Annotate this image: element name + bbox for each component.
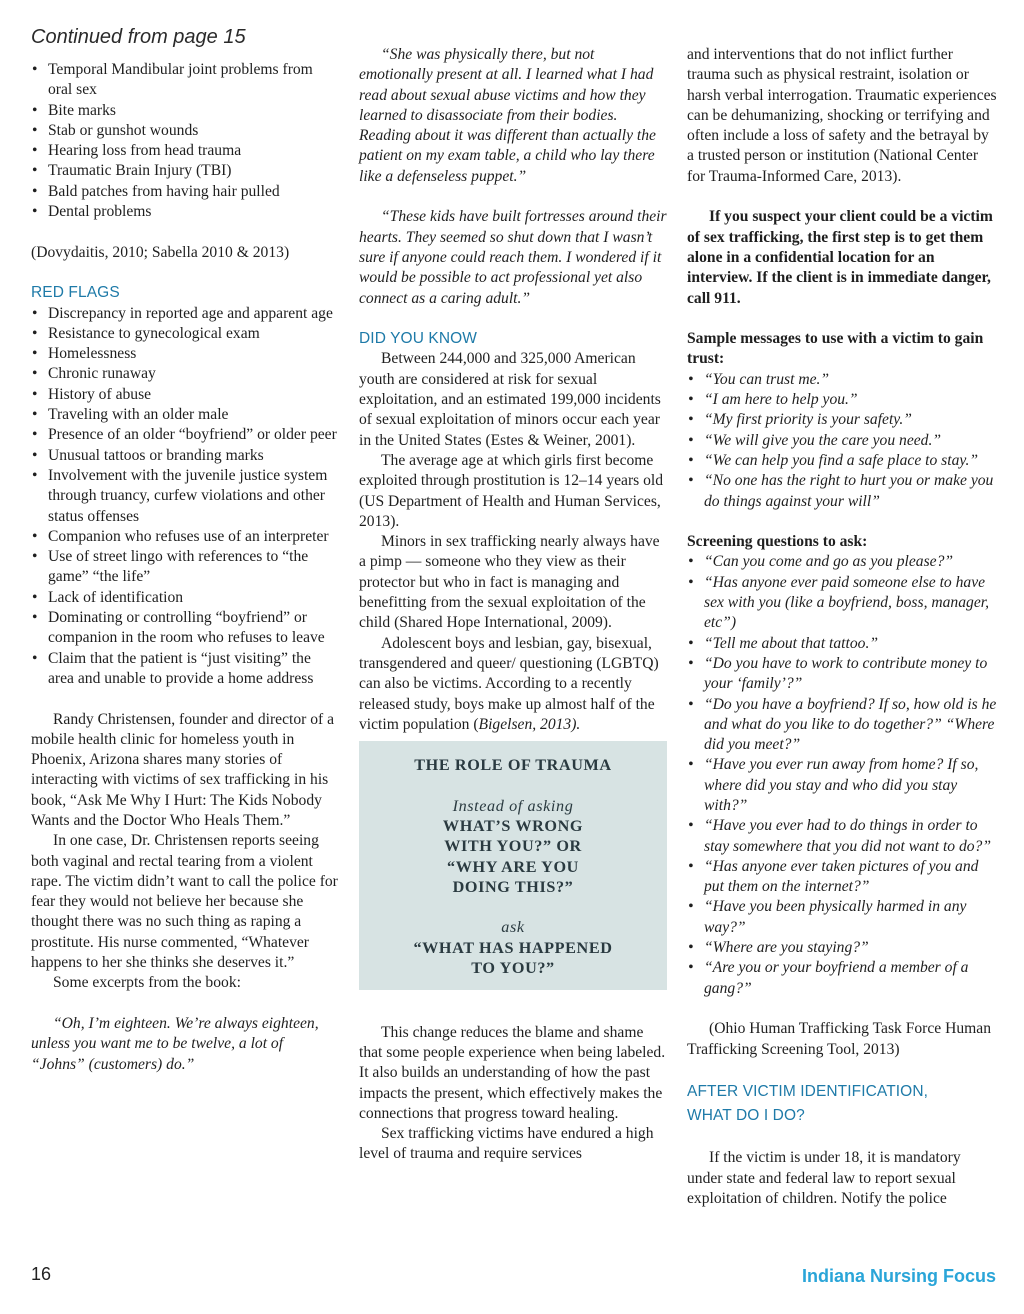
callout-question: DOING THIS?” [452, 877, 574, 896]
callout-title: THE ROLE OF TRAUMA [414, 756, 612, 775]
list-item: • “Can you come and go as you please?” [687, 552, 997, 572]
list-item: • Chronic runaway [31, 364, 339, 384]
continued-note: Continued from page 15 [31, 26, 246, 48]
screening-heading: Screening questions to ask: [687, 533, 868, 551]
callout-question: TO YOU?” [471, 959, 555, 978]
list-item: • Bite marks [31, 101, 339, 121]
list-item: • “Tell me about that tattoo.” [687, 634, 997, 654]
list-item: • “Do you have to work to contribute money to your ‘family’?” [687, 654, 997, 695]
list-item: • “Do you have a boyfriend? If so, how old is he and what do you like to do together?” “Where did you meet?” [687, 695, 997, 756]
paragraph-text: Adolescent boys and lesbian, gay, bisexual, transgendered and queer/ questioning (LGBTQ) can also be victims. According to a recently released study, boys make up almost half of the victim population ( [359, 634, 659, 733]
list-item: • “I am here to help you.” [687, 390, 997, 410]
paragraph: If the victim is under 18, it is mandatory under state and federal law to report sexual exploitation of children. Notify the police [687, 1149, 961, 1208]
list-item: • “No one has the right to hurt you or make you do things against your will” [687, 471, 997, 512]
list-item: • “Have you ever had to do things in order to stay somewhere that you did not want to do?” [687, 816, 997, 857]
list-item: • “Where are you staying?” [687, 938, 997, 958]
list-item: • Bald patches from having hair pulled [31, 182, 339, 202]
after-identification-heading: AFTER VICTIM IDENTIFICATION, [687, 1083, 929, 1101]
list-item: • “We will give you the care you need.” [687, 431, 997, 451]
after-identification-heading: WHAT DO I DO? [687, 1107, 805, 1125]
screening-list [687, 552, 997, 999]
column-1 [31, 24, 339, 1075]
list-item: • “Has anyone ever taken pictures of you and put them on the internet?” [687, 857, 997, 898]
list-item: • Involvement with the juvenile justice system through truancy, curfew violations and other status offenses [31, 466, 339, 527]
paragraph: Between 244,000 and 325,000 American youth are considered at risk for sexual exploitation, and an estimated 199,000 incidents of sexual exploitation of minors occur each year in the United States (Estes & Weiner, 2001). [359, 350, 661, 449]
list-item: • “Have you been physically harmed in any way?” [687, 897, 997, 938]
paragraph: Minors in sex trafficking nearly always have a pimp — someone who they view as their protector but who in fact is managing and benefitting from the sexual exploitation of the child (Shared Hope International, 2009). [359, 533, 660, 632]
list-item: • Companion who refuses use of an interpreter [31, 527, 339, 547]
paragraph: Sex trafficking victims have endured a high level of trauma and require services [359, 1125, 654, 1163]
list-item: • Hearing loss from head trauma [31, 141, 339, 161]
list-item: • Stab or gunshot wounds [31, 121, 339, 141]
list-item: • “Are you or your boyfriend a member of a gang?” [687, 958, 997, 999]
list-item: • Traumatic Brain Injury (TBI) [31, 161, 339, 181]
callout-question: “WHAT HAS HAPPENED [413, 938, 613, 957]
publication-name: Indiana Nursing Focus [801, 1266, 996, 1286]
list-item: • “You can trust me.” [687, 370, 997, 390]
list-item: • Dental problems [31, 202, 339, 222]
column-3 [687, 45, 997, 1209]
symptom-list [31, 60, 339, 222]
red-flags-heading: RED FLAGS [31, 284, 120, 302]
callout-question: “WHY ARE YOU [447, 857, 579, 876]
paragraph: Randy Christensen, founder and director of a mobile health clinic for homeless youth in Phoenix, Arizona shares many stories of interacting with victims of sex trafficking in his book, “Ask Me Why I Hurt: The Kids Nobody Wants and the Doctor Who Heals Them.” [31, 710, 335, 829]
book-quote: “Oh, I’m eighteen. We’re always eighteen, unless you want me to be twelve, a lot of “Johns” (customers) do.” [31, 1014, 319, 1073]
list-item: • “My first priority is your safety.” [687, 410, 997, 430]
list-item: • Lack of identification [31, 588, 339, 608]
list-item: • Use of street lingo with references to “the game” “the life” [31, 547, 339, 588]
citation: (Ohio Human Trafficking Task Force Human Trafficking Screening Tool, 2013) [687, 1020, 992, 1058]
book-quote: “These kids have built fortresses around their hearts. They seemed so shut down that I wasn’t sure if anyone could reach them. I wondered if it would be possible to act professional yet also connect as a caring adult.” [359, 208, 667, 307]
paragraph: The average age at which girls first become exploited through prostitution is 12–14 years old (US Department of Health and Human Services, 2013). [359, 451, 664, 530]
suspect-paragraph: If you suspect your client could be a victim of sex trafficking, the first step is to get them alone in a confidential location for an interview. If the client is in immediate danger, call 911. [687, 208, 993, 307]
list-item: • Homelessness [31, 344, 339, 364]
paragraph [359, 634, 667, 735]
column-2 [359, 45, 667, 1165]
citation: (Dovydaitis, 2010; Sabella 2010 & 2013) [31, 243, 290, 261]
paragraph: This change reduces the blame and shame that some people experience when being labeled. It also builds an understanding of how the past impacts the present, which effectively makes the connections that progress toward healing. [359, 1023, 666, 1122]
list-item: • “Have you ever run away from home? If so, where did you stay and who did you stay with?” [687, 755, 997, 816]
sample-messages-list [687, 370, 997, 512]
paragraph: Some excerpts from the book: [53, 974, 241, 992]
did-you-know-heading: DID YOU KNOW [359, 330, 478, 348]
list-item: • Temporal Mandibular joint problems from oral sex [31, 60, 339, 101]
list-item: • Dominating or controlling “boyfriend” or companion in the room who refuses to leave [31, 608, 339, 649]
list-item: • History of abuse [31, 385, 339, 405]
list-item: • Presence of an older “boyfriend” or older peer [31, 425, 339, 445]
trauma-callout-box [359, 741, 667, 990]
callout-text: ask [501, 918, 525, 937]
list-item: • Unusual tattoos or branding marks [31, 446, 339, 466]
list-item: • “We can help you find a safe place to stay.” [687, 451, 997, 471]
callout-question: WITH YOU?” OR [444, 837, 582, 856]
red-flags-list [31, 304, 339, 690]
page-number: 16 [31, 1264, 52, 1284]
list-item: • Resistance to gynecological exam [31, 324, 339, 344]
list-item: • “Has anyone ever paid someone else to have sex with you (like a boyfriend, boss, manager, etc”) [687, 573, 997, 634]
citation: Bigelsen, 2013). [478, 715, 581, 733]
paragraph: and interventions that do not inflict further trauma such as physical restraint, isolation or harsh verbal interrogation. Traumatic experiences can be dehumanizing, shocking or terrifying and often include a loss of safety and the betrayal by a trusted person or institution (National Center for Trauma-Informed Care, 2013). [687, 46, 997, 185]
callout-text: Instead of asking [452, 796, 574, 815]
callout-question: WHAT’S WRONG [442, 816, 584, 835]
paragraph: In one case, Dr. Christensen reports seeing both vaginal and rectal tearing from a violent rape. The victim didn’t want to call the police for fear they would not believe her because she thought there was no such thing as raping a prostitute. His nurse commented, “Whatever happens to her she thinks she deserves it.” [31, 832, 338, 972]
sample-messages-heading: Sample messages to use with a victim to gain trust: [687, 330, 984, 368]
list-item: • Claim that the patient is “just visiting” the area and unable to provide a home address [31, 649, 339, 690]
list-item: • Traveling with an older male [31, 405, 339, 425]
list-item: • Discrepancy in reported age and apparent age [31, 304, 339, 324]
book-quote: “She was physically there, but not emotionally present at all. I learned what I had read about sexual abuse victims and how they learned to disassociate from their bodies. Reading about it was different than actually the patient on my exam table, a child who lay there like a defenseless puppet.” [359, 46, 656, 185]
